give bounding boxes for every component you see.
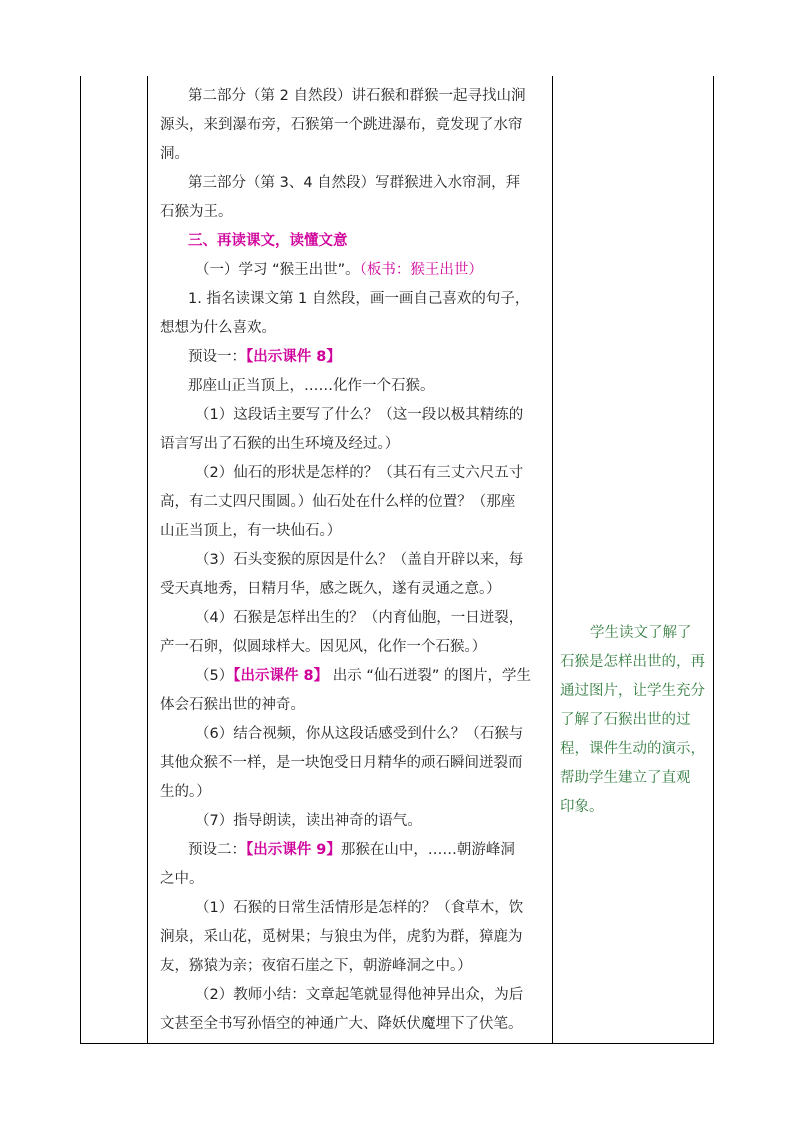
paragraph-part2: 第二部分（第 2 自然段）讲石猴和群猴一起寻找山涧: [188, 88, 526, 104]
item-3-line2: 受天真地秀，日精月华，感之既久，遂有灵通之意。）: [160, 581, 501, 597]
paragraph-part2-line2: 源头，来到瀑布旁，石猴第一个跳进瀑布，竟发现了水帘: [160, 117, 523, 133]
note-line: 了解了石猴出世的过: [560, 712, 691, 728]
preset-1: [188, 347, 341, 369]
note-line: 石猴是怎样出世的，再: [560, 654, 705, 670]
b-item-1-line2: 涧泉，采山花，觅树果；与狼虫为伴，虎豹为群，獐鹿为: [160, 929, 523, 945]
item-4-line2: 产一石卵，似圆球样大。因见风，化作一个石猴。）: [160, 639, 487, 655]
section-heading: 三、再读课文，读懂文意: [188, 233, 348, 249]
question-1-line2: 想想为什么喜欢。: [160, 320, 276, 336]
item-1-line2: 语言写出了石猴的出生环境及经过。）: [160, 436, 400, 452]
item-6: （6）结合视频，你从这段话感受到什么？（石猴与: [195, 726, 524, 742]
b-item-1: （1）石猴的日常生活情形是怎样的？（食草木，饮: [195, 900, 524, 916]
item-2-line2: 高，有二丈四尺围圆。）仙石处在什么样的位置？（那座: [160, 494, 516, 510]
note-line: 印象。: [560, 799, 604, 815]
item-6-line2: 其他众猴不一样，是一块饱受日月精华的顽石瞬间迸裂而: [160, 755, 523, 771]
item-3: （3）石头变猴的原因是什么？（盖自开辟以来，每: [195, 552, 524, 568]
subsection-heading: [195, 260, 483, 282]
board-note: （板书：猴王出世）: [359, 262, 483, 278]
subsection-title: （一）学习 “猴王出世”。: [195, 262, 360, 278]
item-2-line3: 山正当顶上，有一块仙石。）: [160, 523, 342, 539]
b-item-1-line3: 友，猕猿为亲；夜宿石崖之下，朝游峰洞之中。）: [160, 958, 472, 974]
table-border-bottom: [80, 1043, 714, 1044]
item-5-text: 出示 “仙石迸裂” 的图片，学生: [328, 668, 531, 684]
courseware-link-8b: 【出示课件 8】: [233, 668, 329, 684]
table-border-col1: [147, 76, 148, 1044]
paragraph-part2-line3: 洞。: [160, 146, 189, 162]
preset-2-quote: 那猴在山中，……朝游峰洞: [340, 842, 515, 858]
table-border-left: [80, 76, 81, 1044]
item-5: [195, 666, 531, 688]
courseware-link-8: 【出示课件 8】: [246, 349, 341, 365]
item-7: （7）指导朗读，读出神奇的语气。: [195, 813, 422, 829]
item-5-number: （5）: [195, 668, 234, 684]
paragraph-part3: 第三部分（第 3、4 自然段）写群猴进入水帘洞，拜: [188, 175, 521, 191]
preset-1-quote: 那座山正当顶上，……化作一个石猴。: [188, 378, 435, 394]
note-line: 学生读文了解了: [590, 625, 692, 641]
item-1: （1）这段话主要写了什么？（这一段以极其精练的: [195, 407, 524, 423]
preset-2: [188, 840, 515, 862]
item-6-line3: 生的。）: [160, 784, 211, 800]
courseware-link-9: 【出示课件 9】: [246, 842, 341, 858]
item-2: （2）仙石的形状是怎样的？（其石有三丈六尺五寸: [195, 465, 524, 481]
preset-2-label: 预设二：: [188, 842, 246, 858]
b-item-2-line2: 文甚至全书写孙悟空的神通广大、降妖伏魔埋下了伏笔。: [160, 1016, 523, 1032]
note-line: 程，课件生动的演示，: [560, 741, 705, 757]
table-border-col2: [552, 76, 553, 1044]
preset-2-line2: 之中。: [160, 871, 204, 887]
paragraph-part3-line2: 石猴为王。: [160, 204, 233, 220]
note-line: 帮助学生建立了直观: [560, 770, 691, 786]
question-1: 1. 指名读课文第 1 自然段，画一画自己喜欢的句子，: [188, 291, 530, 307]
table-border-right: [713, 76, 714, 1044]
item-5-line2: 体会石猴出世的神奇。: [160, 697, 305, 713]
preset-1-label: 预设一：: [188, 349, 246, 365]
item-4: （4）石猴是怎样出生的？（内育仙胞，一日迸裂，: [195, 610, 524, 626]
note-line: 通过图片，让学生充分: [560, 683, 705, 699]
b-item-2: （2）教师小结：文章起笔就显得他神异出众，为后: [195, 987, 524, 1003]
